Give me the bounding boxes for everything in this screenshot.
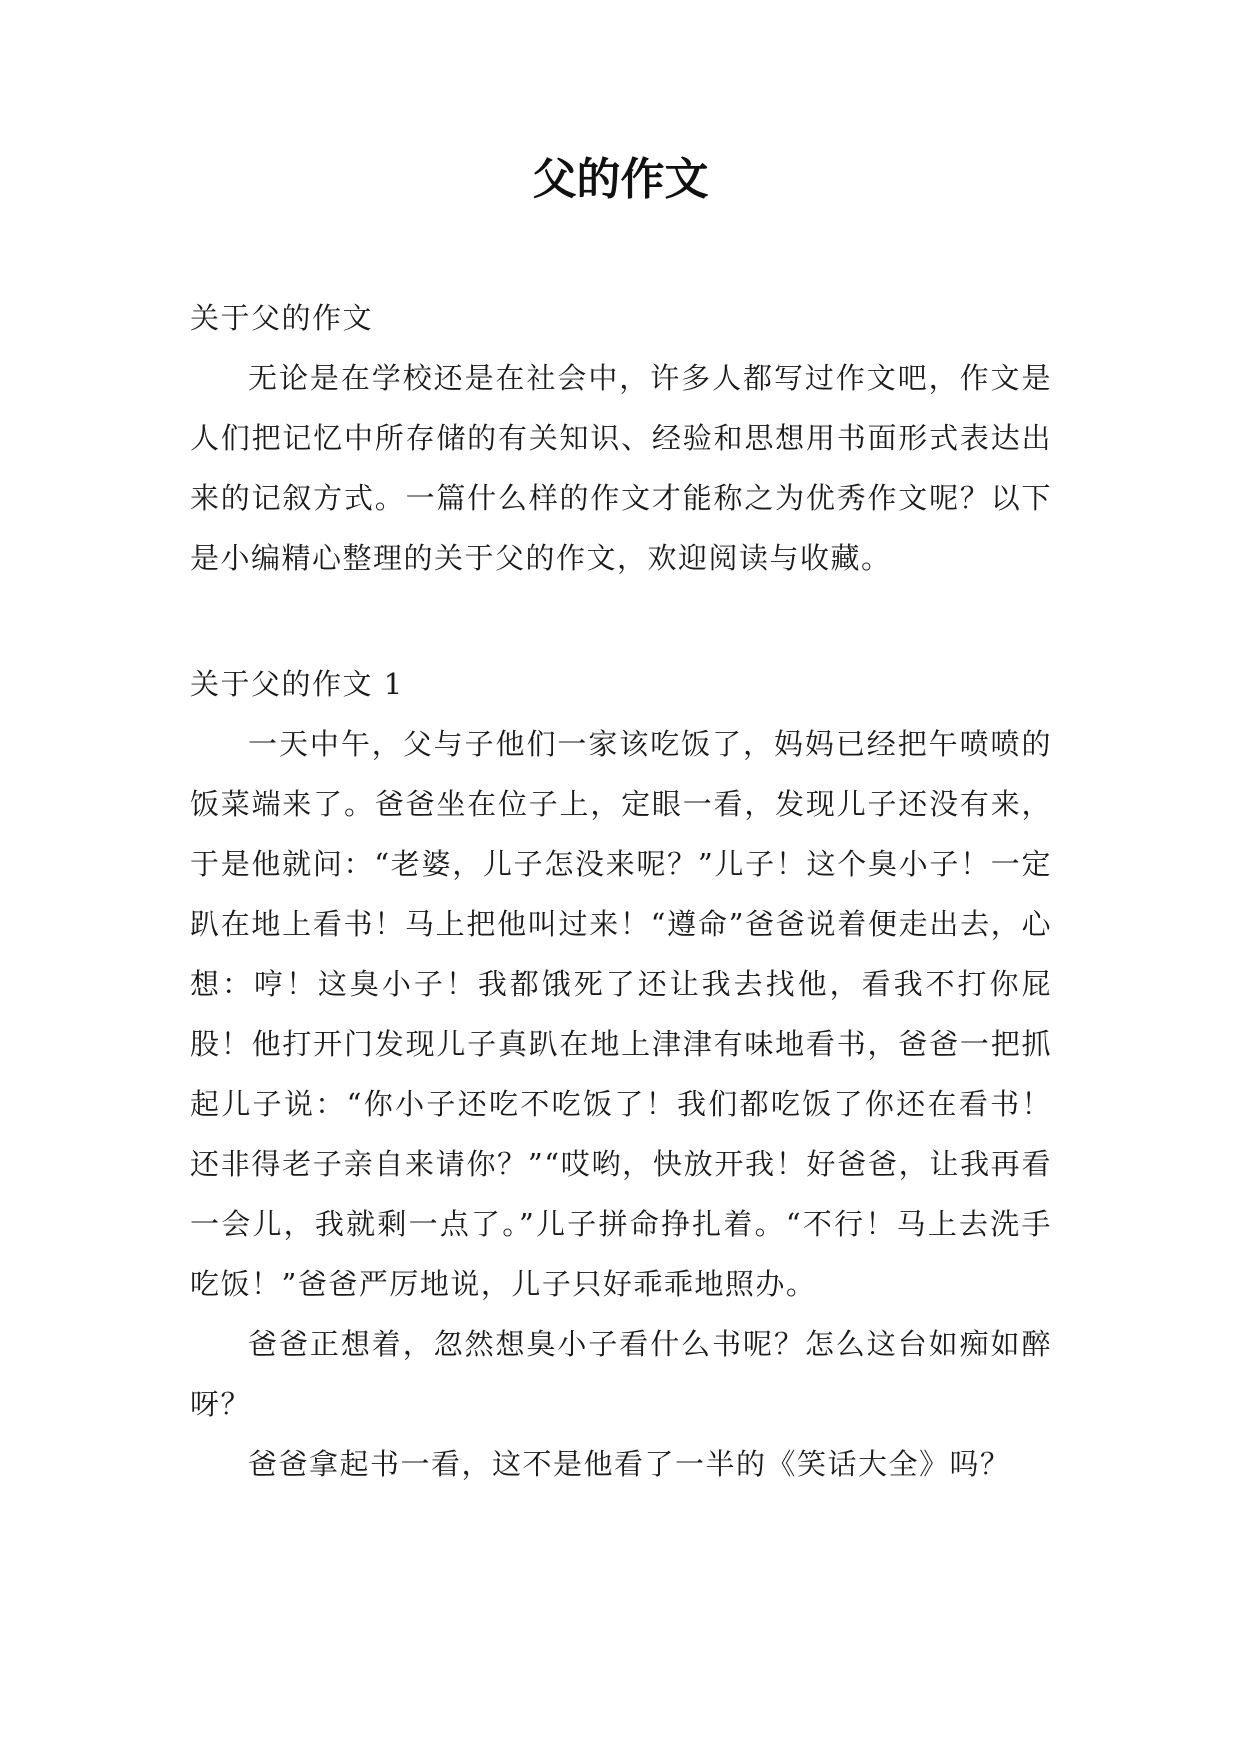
intro-paragraph: 无论是在学校还是在社会中，许多人都写过作文吧，作文是人们把记忆中所存储的有关知识、经验和思想用书面形式表达出来的记叙方式。一篇什么样的作文才能称之为优秀作文呢？以下是小编精心整理的关于父的作文，欢迎阅读与收藏。 — [190, 361, 1052, 575]
essay1-paragraph: 一天中午，父与子他们一家该吃饭了，妈妈已经把午喷喷的饭菜端来了。爸爸坐在位子上，定眼一看，发现儿子还没有来，于是他就问：“老婆，儿子怎没来呢？”儿子！这个臭小子！一定趴在地上看书！马上把他叫过来！“遵命”爸爸说着便走出去，心想：哼！这臭小子！我都饿死了还让我去找他，看我不打你屁股！他打开门发现儿子真趴在地上津津有味地看书，爸爸一把抓起儿子说：“你小子还吃不吃饭了！我们都吃饭了你还在看书！还非得老子亲自来请你？”“哎哟，快放开我！好爸爸，让我再看一会儿，我就剩一点了。”儿子拼命挣扎着。“不行！马上去洗手吃饭！”爸爸严厉地说，儿子只好乖乖地照办。 — [190, 727, 1052, 1301]
essay1-heading: 关于父的作文 1 — [190, 667, 404, 701]
section-spacer — [190, 588, 1052, 654]
essay1-paragraph: 爸爸正想着，忽然想臭小子看什么书呢？怎么这台如痴如醉呀？ — [190, 1327, 1052, 1421]
essay1-paragraph: 爸爸拿起书一看，这不是他看了一半的《笑话大全》吗？ — [248, 1447, 1011, 1481]
intro-heading: 关于父的作文 — [190, 301, 374, 335]
document-title: 父的作文 — [532, 154, 709, 205]
document-body — [190, 288, 1052, 1494]
